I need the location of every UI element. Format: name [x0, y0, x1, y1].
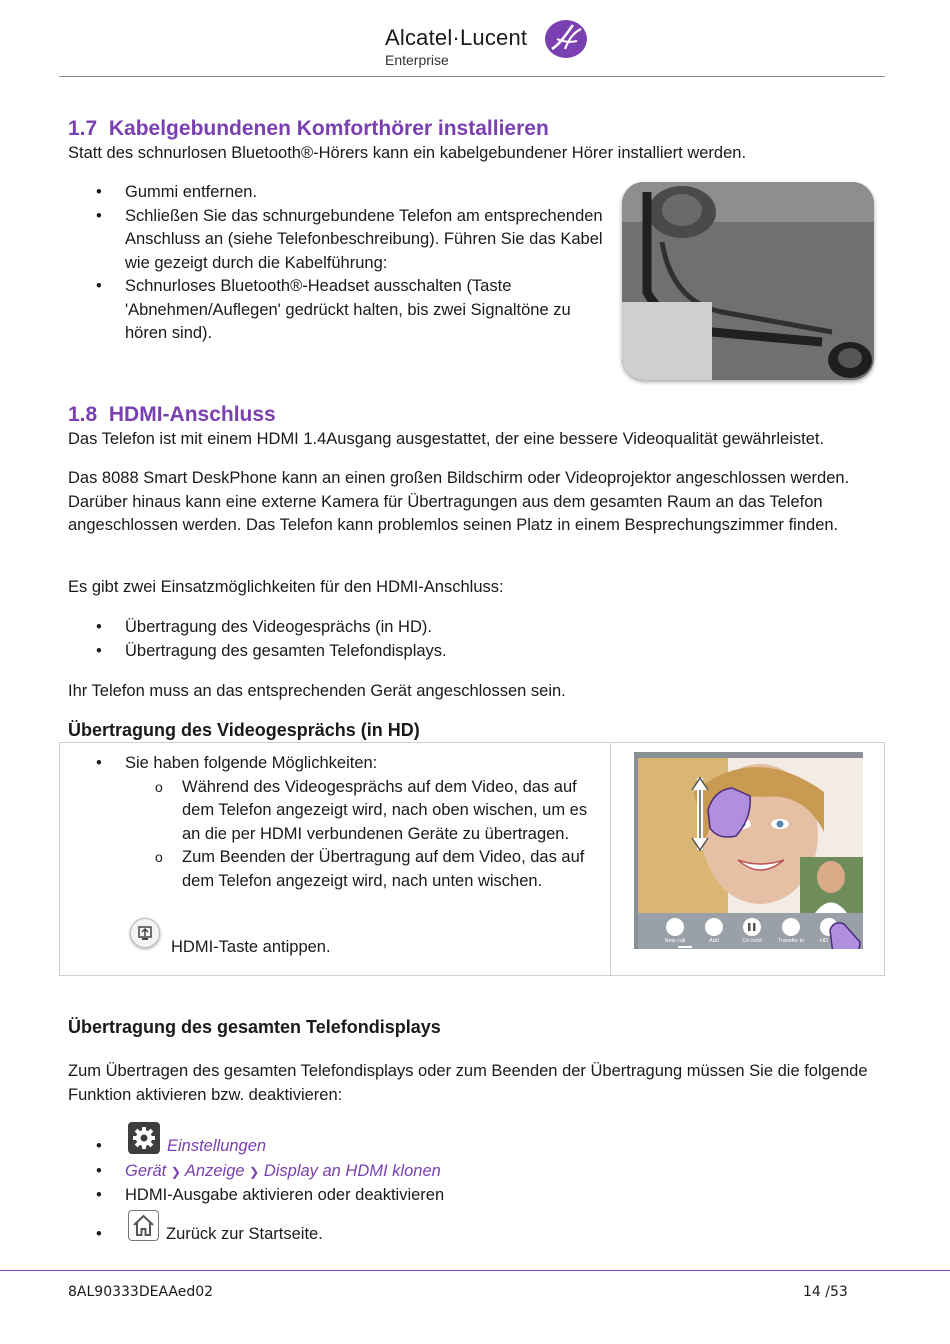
section-title: HDMI-Anschluss: [108, 403, 276, 426]
settings-gear-icon: [128, 1122, 160, 1154]
bullet: •: [96, 1225, 102, 1243]
doc-id: 8AL90333DEAAed02: [68, 1284, 214, 1300]
transfer-label: Transfer to: [777, 938, 805, 944]
list-item: • Schnurloses Bluetooth®-Headset ausschalten (Taste 'Abnehmen/Auflegen' gedrückt halten, bis zwei Signaltöne zu hören sind).: [68, 275, 613, 346]
section-1-7-intro: Statt des schnurlosen Bluetooth®-Hörers kann ein kabelgebundener Hörer installiert werden.: [68, 144, 747, 162]
list-item: • Schließen Sie das schnurgebundene Telefon am entsprechenden Anschluss an (siehe Telefonbeschreibung). Führen Sie das Kabel wie gezeigt durch die Kabelführung:: [68, 205, 613, 276]
video-call-screenshot: [634, 752, 863, 949]
hd-label: HD: [820, 938, 828, 944]
list-item: o Während des Videogesprächs auf dem Video, das auf dem Telefon angezeigt wird, nach oben wischen, um es an die per HDMI verbundenen Geräte zu übertragen.: [125, 776, 608, 847]
video-table-divider: [610, 742, 611, 976]
home-label: Zurück zur Startseite.: [166, 1225, 323, 1243]
path-separator: ❯: [249, 1165, 260, 1179]
settings-label: Einstellungen: [167, 1137, 267, 1155]
section-1-8-heading: [68, 403, 276, 427]
footer-rule: [0, 1270, 950, 1271]
hdmi-options-list: [68, 616, 868, 663]
list-item: o Zum Beenden der Übertragung auf dem Video, das auf dem Telefon angezeigt wird, nach unten wischen.: [125, 846, 608, 893]
video-options-label: Sie haben folgende Möglichkeiten:: [125, 754, 378, 772]
hdmi-intro: Das Telefon ist mit einem HDMI 1.4Ausgang ausgestattet, der eine bessere Videoqualität gewährleistet.: [68, 430, 825, 448]
hdmi-key-icon: [130, 918, 160, 948]
bullet: •: [96, 1137, 102, 1155]
list-item: • Gummi entfernen.: [68, 181, 613, 205]
bullet: •: [96, 1186, 102, 1204]
new-call-label: New call: [664, 938, 686, 944]
settings-path: [125, 1162, 441, 1181]
header-rule: [59, 76, 885, 77]
section-1-7-list: [68, 181, 613, 346]
hdmi-options-intro: Es gibt zwei Einsatzmöglichkeiten für den HDMI-Anschluss:: [68, 578, 504, 596]
hdmi-requirement: Ihr Telefon muss an das entsprechenden Gerät angeschlossen sein.: [68, 682, 566, 700]
section-number: 1.8: [68, 403, 98, 426]
brand-sub: Enterprise: [385, 52, 449, 68]
brand-name: Alcatel·Lucent: [385, 25, 528, 50]
path-device: Gerät: [125, 1162, 167, 1180]
hdmi-description: Das 8088 Smart DeskPhone kann an einen großen Bildschirm oder Videoprojektor angeschlossen werden. Darüber hinaus kann eine externe Kamera für Übertragungen aus dem gesamten Raum an das Telefon angeschlossen werden. Das Telefon kann problemlos seinen Platz in einem Besprechungszimmer finden.: [68, 469, 850, 534]
video-list: [68, 752, 608, 893]
list-item: • Übertragung des Videogesprächs (in HD).: [68, 616, 868, 640]
list-item: [68, 752, 608, 893]
path-display: Anzeige: [184, 1162, 245, 1180]
section-1-7-heading: [68, 117, 549, 141]
bullet: •: [96, 1162, 102, 1180]
hdmi-key-note: HDMI-Taste antippen.: [171, 938, 331, 956]
video-instructions: [68, 752, 608, 893]
alcatel-logo-icon: [543, 19, 589, 59]
home-icon: [128, 1210, 159, 1241]
path-clone-hdmi: Display an HDMI klonen: [263, 1162, 441, 1180]
display-heading: Übertragung des gesamten Telefondisplays: [68, 1017, 441, 1037]
display-description: Zum Übertragen des gesamten Telefondisplays oder zum Beenden der Übertragung müssen Sie die folgende Funktion aktivieren bzw. deaktivieren:: [68, 1062, 868, 1104]
add-label: Add: [709, 938, 719, 944]
page-number: 14 /53: [803, 1284, 848, 1300]
section-number: 1.7: [68, 117, 98, 140]
activate-hdmi-label: HDMI-Ausgabe aktivieren oder deaktivieren: [125, 1186, 445, 1204]
section-title: Kabelgebundenen Komforthörer installieren: [108, 117, 549, 140]
video-sub-list: [125, 776, 608, 894]
list-item: • Übertragung des gesamten Telefondisplays.: [68, 640, 868, 664]
path-separator: ❯: [170, 1165, 181, 1179]
video-heading: Übertragung des Videogesprächs (in HD): [68, 720, 420, 740]
on-hold-label: On hold: [742, 938, 762, 944]
cable-photo: [622, 182, 874, 380]
